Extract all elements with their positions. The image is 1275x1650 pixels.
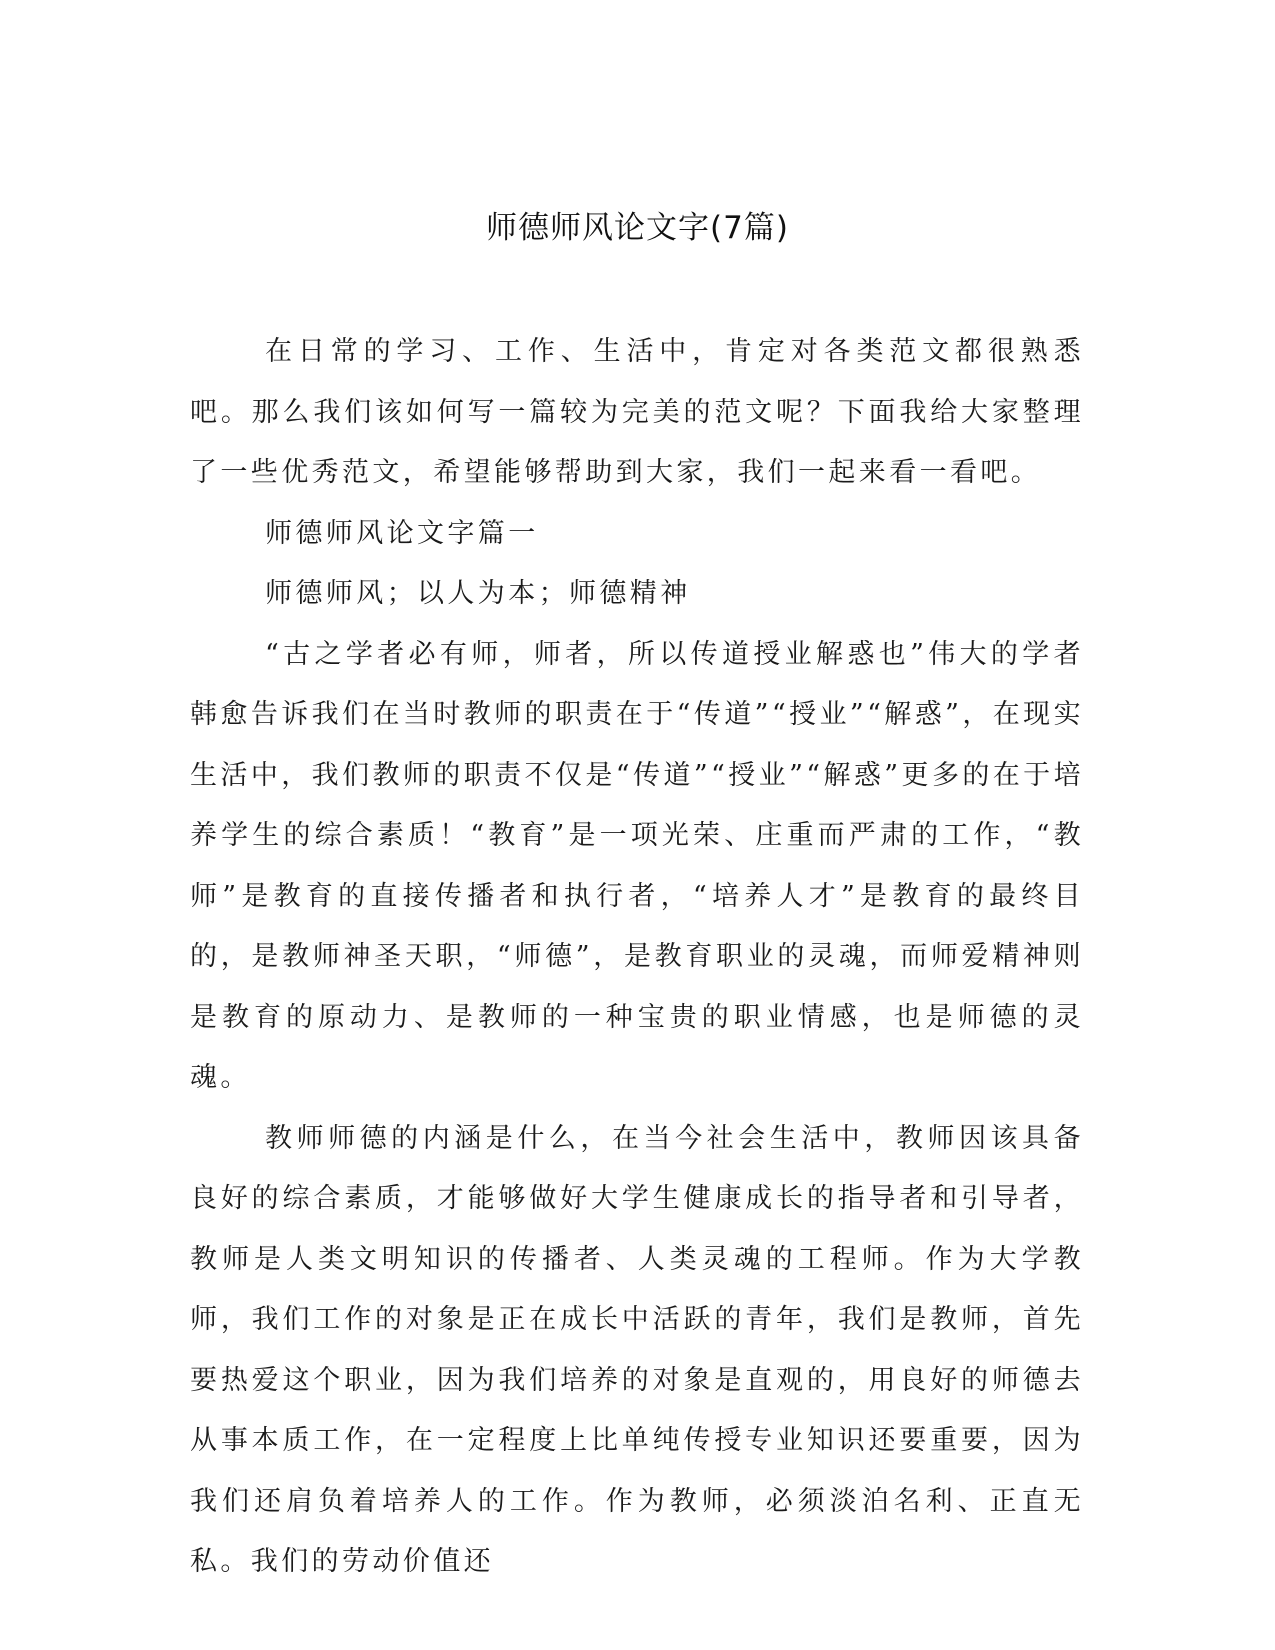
- body-paragraph: “古之学者必有师，师者，所以传道授业解惑也”伟大的学者韩愈告诉我们在当时教师的职责在于“传道”“授业”“解惑”，在现实生活中，我们教师的职责不仅是“传道”“授业”“解惑”更多的在于培养学生的综合素质！“教育”是一项光荣、庄重而严肃的工作，“教师”是教育的直接传播者和执行者，“培养人才”是教育的最终目的，是教师神圣天职，“师德”，是教育职业的灵魂，而师爱精神则是教育的原动力、是教师的一种宝贵的职业情感，也是师德的灵魂。: [190, 638, 1084, 1093]
- keywords-line: 师德师风；以人为本；师德精神: [265, 578, 691, 609]
- section-heading: 师德师风论文字篇一: [265, 517, 539, 549]
- document-body: [190, 322, 1084, 1593]
- document-title: 师德师风论文字(7篇): [486, 210, 789, 246]
- body-paragraph: 教师师德的内涵是什么，在当今社会生活中，教师因该具备良好的综合素质，才能够做好大学生健康成长的指导者和引导者，教师是人类文明知识的传播者、人类灵魂的工程师。作为大学教师，我们工作的对象是正在成长中活跃的青年，我们是教师，首先要热爱这个职业，因为我们培养的对象是直观的，用良好的师德去从事本质工作，在一定程度上比单纯传授专业知识还要重要，因为我们还肩负着培养人的工作。作为教师，必须淡泊名利、正直无私。我们的劳动价值还: [190, 1122, 1084, 1577]
- intro-paragraph: 在日常的学习、工作、生活中，肯定对各类范文都很熟悉吧。那么我们该如何写一篇较为完美的范文呢？下面我给大家整理了一些优秀范文，希望能够帮助到大家，我们一起来看一看吧。: [190, 336, 1084, 488]
